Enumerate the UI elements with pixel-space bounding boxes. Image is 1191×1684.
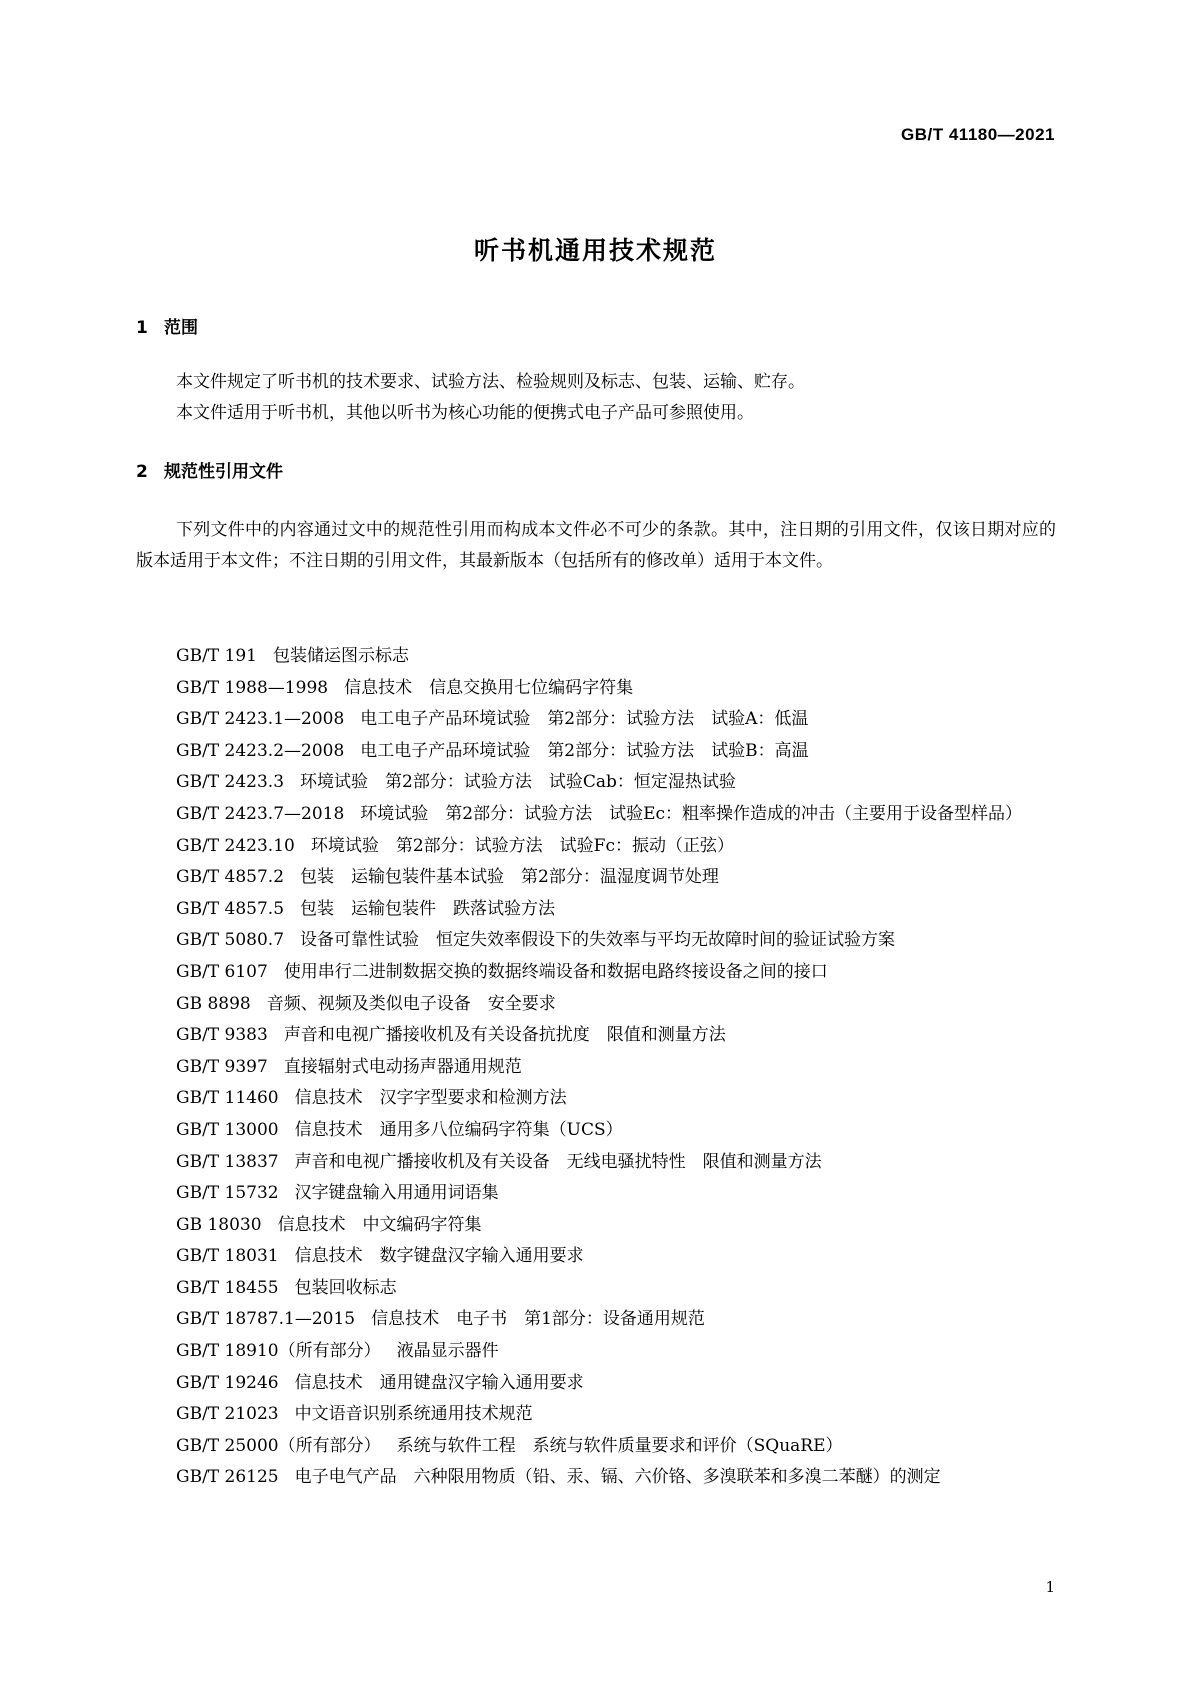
reference-title: 系统与软件工程 系统与软件质量要求和评价（SQuaRE） (396, 1435, 843, 1456)
reference-title: 使用串行二进制数据交换的数据终端设备和数据电路终接设备之间的接口 (283, 961, 828, 982)
reference-code: GB/T 15732 (176, 1183, 279, 1204)
reference-code: GB/T 4857.5 (176, 898, 285, 919)
reference-title: 环境试验 第2部分：试验方法 试验Fc：振动（正弦） (310, 835, 734, 856)
reference-code: GB/T 21023 (176, 1404, 279, 1425)
reference-title: 包装 运输包装件 跌落试验方法 (300, 898, 556, 919)
reference-title: 设备可靠性试验 恒定失效率假设下的失效率与平均无故障时间的验证试验方案 (300, 930, 896, 951)
reference-item (136, 767, 1056, 799)
reference-code: GB/T 2423.10 (176, 835, 295, 856)
section-references-intro (136, 515, 1056, 577)
reference-code: GB/T 25000（所有部分） (176, 1435, 381, 1456)
reference-item (136, 862, 1056, 894)
reference-code: GB/T 26125 (176, 1467, 279, 1488)
reference-code: GB/T 2423.1—2008 (176, 709, 345, 730)
reference-item (136, 894, 1056, 926)
section-heading-scope (136, 313, 198, 338)
reference-code: GB/T 18910（所有部分） (176, 1341, 381, 1362)
reference-item (136, 989, 1056, 1021)
reference-code: GB/T 191 (176, 646, 257, 666)
reference-code: GB/T 9397 (176, 1056, 268, 1077)
reference-code: GB/T 18031 (176, 1246, 279, 1267)
reference-code: GB/T 13837 (176, 1151, 279, 1172)
reference-title: 电子电气产品 六种限用物质（铅、汞、镉、六价铬、多溴联苯和多溴二苯醚）的测定 (294, 1467, 941, 1488)
reference-item (136, 1115, 1056, 1147)
reference-code: GB/T 2423.2—2008 (176, 740, 345, 761)
reference-title: 包装回收标志 (294, 1277, 397, 1298)
reference-item (136, 1462, 1056, 1494)
reference-code: GB 18030 (176, 1214, 262, 1235)
reference-title: 音频、视频及类似电子设备 安全要求 (266, 993, 556, 1014)
reference-title: 包装 运输包装件基本试验 第2部分：温湿度调节处理 (300, 867, 719, 888)
reference-item (136, 1304, 1056, 1336)
reference-title: 电工电子产品环境试验 第2部分：试验方法 试验A：低温 (360, 709, 809, 730)
section-scope-body (136, 367, 1056, 429)
reference-item (136, 641, 1056, 673)
reference-title: 信息技术 通用多八位编码字符集（UCS） (294, 1119, 623, 1140)
reference-item (136, 1241, 1056, 1273)
page-number: 1 (1045, 1578, 1055, 1596)
reference-item (136, 1273, 1056, 1305)
reference-item (136, 1336, 1056, 1368)
reference-code: GB/T 18787.1—2015 (176, 1309, 356, 1330)
section-number: 1 (136, 318, 148, 338)
reference-code: GB/T 6107 (176, 961, 268, 982)
reference-title: 环境试验 第2部分：试验方法 试验Cab：恒定湿热试验 (300, 772, 736, 793)
reference-item (136, 1052, 1056, 1084)
reference-item (136, 1210, 1056, 1242)
reference-item (136, 831, 1056, 863)
standard-number: GB/T 41180—2021 (901, 125, 1055, 144)
reference-title: 信息技术 汉字字型要求和检测方法 (294, 1088, 567, 1109)
reference-title: 信息技术 通用键盘汉字输入通用要求 (294, 1372, 584, 1393)
reference-item (136, 1020, 1056, 1052)
reference-code: GB 8898 (176, 993, 251, 1014)
reference-title: 包装储运图示标志 (273, 646, 409, 666)
paragraph: 本文件适用于听书机，其他以听书为核心功能的便携式电子产品可参照使用。 (176, 403, 754, 423)
reference-title: 液晶显示器件 (396, 1341, 499, 1362)
reference-code: GB/T 19246 (176, 1372, 279, 1393)
reference-title: 信息技术 信息交换用七位编码字符集 (344, 677, 634, 698)
reference-item (136, 1147, 1056, 1179)
reference-item (136, 1083, 1056, 1115)
reference-title: 电工电子产品环境试验 第2部分：试验方法 试验B：高温 (360, 740, 809, 761)
section-heading-normative-references (136, 457, 283, 482)
reference-code: GB/T 11460 (176, 1088, 279, 1109)
reference-code: GB/T 13000 (176, 1119, 279, 1140)
section-title: 范围 (164, 318, 198, 338)
reference-title: 环境试验 第2部分：试验方法 试验Ec：粗率操作造成的冲击（主要用于设备型样品） (360, 803, 1023, 824)
paragraph: 本文件规定了听书机的技术要求、试验方法、检验规则及标志、包装、运输、贮存。 (176, 372, 805, 392)
reference-item (136, 799, 1056, 831)
reference-title: 信息技术 数字键盘汉字输入通用要求 (294, 1246, 584, 1267)
reference-item (136, 957, 1056, 989)
reference-code: GB/T 18455 (176, 1277, 279, 1298)
reference-title: 中文语音识别系统通用技术规范 (294, 1404, 533, 1425)
document-title: 听书机通用技术规范 (473, 236, 717, 265)
reference-item (136, 1431, 1056, 1463)
reference-title: 汉字键盘输入用通用词语集 (294, 1183, 499, 1204)
reference-code: GB/T 2423.7—2018 (176, 803, 345, 824)
reference-item (136, 736, 1056, 768)
reference-title: 声音和电视广播接收机及有关设备抗扰度 限值和测量方法 (283, 1025, 726, 1046)
section-title: 规范性引用文件 (164, 462, 283, 482)
reference-title: 直接辐射式电动扬声器通用规范 (283, 1056, 522, 1077)
reference-item (136, 1399, 1056, 1431)
reference-item (136, 1368, 1056, 1400)
reference-code: GB/T 1988—1998 (176, 677, 329, 698)
reference-item (136, 704, 1056, 736)
paragraph: 下列文件中的内容通过文中的规范性引用而构成本文件必不可少的条款。其中，注日期的引用文件，仅该日期对应的版本适用于本文件；不注日期的引用文件，其最新版本（包括所有的修改单）适用于本文件。 (136, 520, 1056, 571)
reference-title: 信息技术 电子书 第1部分：设备通用规范 (371, 1309, 705, 1330)
reference-code: GB/T 2423.3 (176, 772, 285, 793)
reference-item (136, 1178, 1056, 1210)
reference-code: GB/T 9383 (176, 1025, 268, 1046)
reference-item (136, 925, 1056, 957)
reference-title: 声音和电视广播接收机及有关设备 无线电骚扰特性 限值和测量方法 (294, 1151, 822, 1172)
reference-list (136, 641, 1056, 1494)
section-number: 2 (136, 462, 148, 482)
reference-code: GB/T 5080.7 (176, 930, 285, 951)
reference-code: GB/T 4857.2 (176, 867, 285, 888)
reference-title: 信息技术 中文编码字符集 (277, 1214, 482, 1235)
reference-item (136, 673, 1056, 705)
